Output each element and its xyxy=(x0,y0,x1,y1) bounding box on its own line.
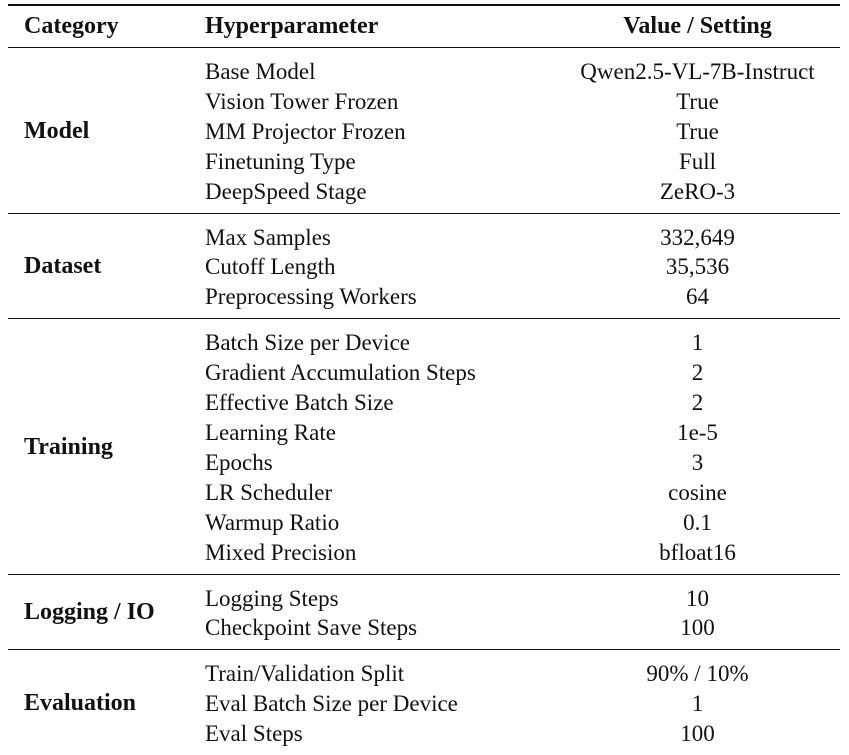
hyperparameter-cell: Max Samples xyxy=(205,224,331,250)
value-cell: 90% / 10% xyxy=(646,661,749,687)
hyperparameter-cell: Mixed Precision xyxy=(205,539,357,565)
group-spacer xyxy=(8,650,840,660)
category-cell: Model xyxy=(24,117,90,144)
hyperparameter-cell: Train/Validation Split xyxy=(205,661,405,687)
group-spacer xyxy=(8,319,840,329)
value-cell: cosine xyxy=(668,479,727,505)
value-cell: Qwen2.5-VL-7B-Instruct xyxy=(580,59,815,84)
spacer-cell xyxy=(8,574,840,584)
hyperparameter-cell: Eval Batch Size per Device xyxy=(205,691,458,717)
value-cell: 1 xyxy=(691,330,704,356)
hyperparameter-cell: DeepSpeed Stage xyxy=(205,178,367,204)
hyperparameter-cell: Warmup Ratio xyxy=(205,509,340,535)
header-row xyxy=(8,5,840,48)
value-cell: 3 xyxy=(691,449,704,475)
table-group xyxy=(8,650,840,755)
value-cell: 2 xyxy=(691,390,704,416)
value-cell: 2 xyxy=(691,360,704,386)
category-cell: Dataset xyxy=(24,253,102,280)
hyperparameter-cell: Preprocessing Workers xyxy=(205,284,417,310)
value-cell: 0.1 xyxy=(683,509,712,535)
hyperparameter-cell: Logging Steps xyxy=(205,585,339,611)
value-cell: ZeRO-3 xyxy=(659,178,736,204)
spacer-cell xyxy=(8,749,840,755)
spacer-cell xyxy=(8,48,840,58)
value-cell: 64 xyxy=(686,284,709,310)
table-row xyxy=(8,223,840,253)
hyperparameter-cell: MM Projector Frozen xyxy=(205,118,406,144)
category-cell: Training xyxy=(24,433,113,460)
table-group xyxy=(8,319,840,574)
header-hyperparameter: Hyperparameter xyxy=(205,13,379,39)
spacer-cell xyxy=(8,213,840,223)
table-group xyxy=(8,48,840,214)
hyperparameter-cell: Learning Rate xyxy=(205,419,336,445)
spacer-cell xyxy=(8,319,840,329)
table-row xyxy=(8,659,840,689)
table-row xyxy=(8,584,840,614)
table-row xyxy=(8,57,840,87)
value-cell: bfloat16 xyxy=(659,539,736,565)
value-cell: 1 xyxy=(691,691,704,717)
value-cell: True xyxy=(676,88,719,114)
group-spacer xyxy=(8,48,840,58)
value-cell: 1e-5 xyxy=(677,419,718,445)
header-category: Category xyxy=(24,13,119,39)
value-cell: 35,536 xyxy=(665,254,730,280)
value-cell: True xyxy=(676,118,719,144)
value-cell: 332,649 xyxy=(660,224,735,250)
category-cell: Logging / IO xyxy=(24,599,155,626)
hyperparameter-cell: LR Scheduler xyxy=(205,479,333,505)
table-group xyxy=(8,213,840,319)
hyperparameter-cell: Vision Tower Frozen xyxy=(205,88,399,114)
table-row xyxy=(8,328,840,358)
hyperparameter-cell: Base Model xyxy=(205,59,316,84)
group-spacer xyxy=(8,574,840,584)
hyperparameter-cell: Eval Steps xyxy=(205,721,303,747)
value-cell: 10 xyxy=(686,585,709,611)
hyperparameter-cell: Checkpoint Save Steps xyxy=(205,615,418,641)
value-cell: 100 xyxy=(680,721,715,747)
header-value: Value / Setting xyxy=(623,13,772,39)
table-group xyxy=(8,574,840,650)
hyperparameter-cell: Effective Batch Size xyxy=(205,390,394,416)
hyperparameter-cell: Gradient Accumulation Steps xyxy=(205,360,476,386)
value-cell: 100 xyxy=(680,615,715,641)
category-cell: Evaluation xyxy=(24,690,137,717)
hyperparameter-cell: Batch Size per Device xyxy=(205,330,410,356)
value-cell: Full xyxy=(678,148,717,174)
group-spacer xyxy=(8,213,840,223)
hyperparameter-table xyxy=(8,4,840,755)
hyperparameter-cell: Cutoff Length xyxy=(205,254,336,280)
hyperparameter-cell: Epochs xyxy=(205,449,273,475)
spacer-cell xyxy=(8,650,840,660)
hyperparameter-cell: Finetuning Type xyxy=(205,148,356,174)
group-spacer xyxy=(8,749,840,755)
table-header xyxy=(8,5,840,48)
